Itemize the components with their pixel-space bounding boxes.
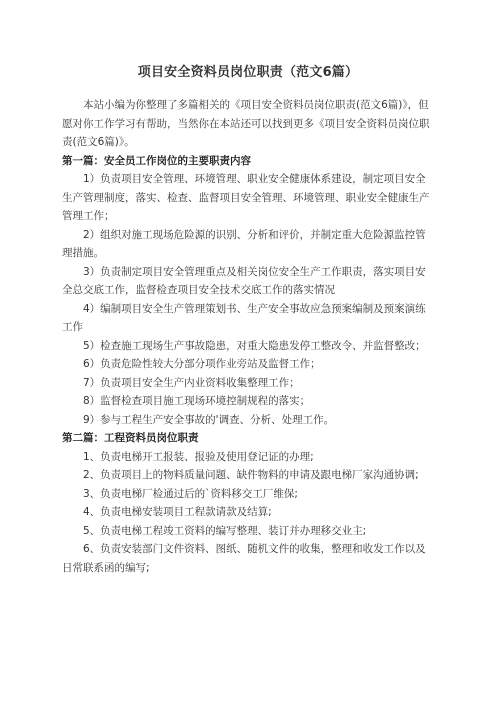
section-2-paragraph: 1、负责电梯开工报装、报验及使用登记证的办理; — [83, 450, 314, 463]
section-1-paragraph: 2）组织对施工现场危险源的识别、分析和评价，并制定重大危险源监控管理措施。 — [62, 228, 426, 259]
section-1-paragraph: 9）参与工程生产安全事故的'调查、分析、处理工作。 — [83, 413, 335, 426]
section-1-paragraph: 1）负责项目安全管理、环境管理、职业安全健康体系建设，制定项目安全生产管理制度，落实、检查、监督项目安全管理、环境管理、职业安全健康生产管理工作； — [62, 173, 430, 222]
section-2-paragraph: 2、负责项目上的物料质量问题、缺件物料的申请及跟电梯厂家沟通协调; — [83, 469, 419, 481]
section-1-paragraph: 8）监督检查项目施工现场环境控制规程的落实； — [83, 395, 311, 407]
section-1-paragraph: 6）负责危险性较大分部分项作业旁站及监督工作； — [83, 358, 321, 370]
document-title: 项目安全资料员岗位职责（范文6篇） — [137, 65, 359, 80]
section-1-paragraph: 4）编制项目安全生产管理策划书、生产安全事故应急预案编制及预案演练工作 — [62, 302, 426, 333]
section-heading-2: 第二篇：工程资料员岗位职责 — [62, 432, 199, 444]
section-heading-1: 第一篇：安全员工作岗位的主要职责内容 — [62, 154, 251, 167]
section-1-paragraph: 5）检查施工现场生产事故隐患，对重大隐患发停工整改令、并监督整改； — [83, 339, 426, 352]
section-1-paragraph: 3）负责制定项目安全管理重点及相关岗位安全生产工作职责，落实项目安全总交底工作，监督检查项目安全技术交底工作的落实情况 — [62, 265, 426, 296]
section-1-paragraph: 7）负责项目安全生产内业资料收集整理工作； — [83, 376, 300, 389]
section-2-paragraph: 5、负责电梯工程竣工资料的编写整理、装订并办理移交业主; — [83, 524, 367, 537]
section-2-paragraph: 6、负责安装部门文件资料、图纸、随机文件的收集，整理和收发工作以及日常联系函的编写; — [62, 543, 426, 574]
section-2-paragraph: 3、负责电梯厂检通过后的`资料移交工厂维保; — [83, 487, 298, 500]
section-2-paragraph: 4、负责电梯安装项目工程款请款及结算; — [83, 506, 272, 518]
document-body — [62, 96, 436, 577]
intro-paragraph: 本站小编为你整理了多篇相关的《项目安全资料员岗位职责(范文6篇)》，但愿对你工作学习有帮助，当然你在本站还可以找到更多《项目安全资料员岗位职责(范文6篇)》。 — [62, 99, 430, 148]
